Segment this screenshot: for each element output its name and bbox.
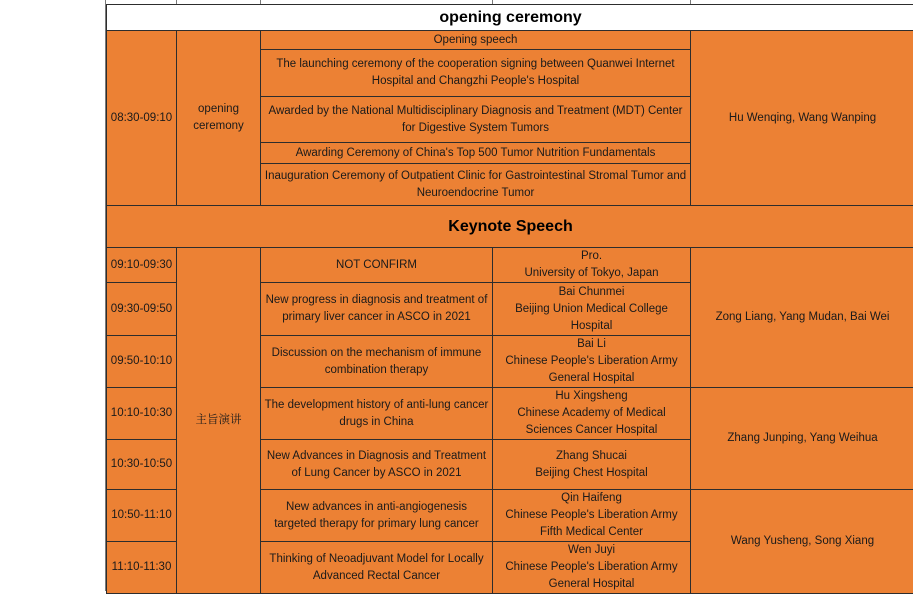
- keynote-chairs-cell[interactable]: Zhang Junping, Yang Weihua: [691, 388, 913, 490]
- keynote-speaker-cell[interactable]: [493, 440, 691, 490]
- opening-item-cell[interactable]: Awarding Ceremony of China's Top 500 Tumor Nutrition Fundamentals: [261, 143, 691, 164]
- opening-hosts-cell[interactable]: Hu Wenqing, Wang Wanping: [691, 31, 913, 206]
- keynote-time-cell[interactable]: 10:50-11:10: [107, 490, 177, 542]
- speaker-name: Wen Juyi: [496, 542, 687, 559]
- keynote-topic-cell[interactable]: New progress in diagnosis and treatment of primary liver cancer in ASCO in 2021: [261, 283, 493, 336]
- keynote-speaker-cell[interactable]: [493, 542, 691, 594]
- keynote-topic-cell[interactable]: Discussion on the mechanism of immune combination therapy: [261, 336, 493, 388]
- speaker-name: Bai Li: [496, 336, 687, 353]
- opening-section-title[interactable]: opening ceremony: [107, 5, 913, 31]
- keynote-time-cell[interactable]: 11:10-11:30: [107, 542, 177, 594]
- keynote-topic-cell[interactable]: The development history of anti-lung cancer drugs in China: [261, 388, 493, 440]
- keynote-section-title[interactable]: Keynote Speech: [107, 206, 913, 248]
- opening-item-cell[interactable]: Inauguration Ceremony of Outpatient Clinic for Gastrointestinal Stromal Tumor and Neuroendocrine Tumor: [261, 164, 691, 206]
- keynote-speaker-cell[interactable]: [493, 336, 691, 388]
- keynote-topic-cell[interactable]: New advances in anti-angiogenesis targeted therapy for primary lung cancer: [261, 490, 493, 542]
- keynote-time-cell[interactable]: 09:10-09:30: [107, 248, 177, 283]
- keynote-topic-cell[interactable]: New Advances in Diagnosis and Treatment of Lung Cancer by ASCO in 2021: [261, 440, 493, 490]
- opening-item-cell[interactable]: Awarded by the National Multidisciplinary Diagnosis and Treatment (MDT) Center for Digestive System Tumors: [261, 97, 691, 143]
- schedule-table: [106, 4, 913, 594]
- speaker-organization: Beijing Union Medical College Hospital: [496, 301, 687, 335]
- speaker-name: Bai Chunmei: [496, 284, 687, 301]
- keynote-time-cell[interactable]: 09:30-09:50: [107, 283, 177, 336]
- keynote-speaker-cell[interactable]: [493, 283, 691, 336]
- speaker-organization: Chinese People's Liberation Army Fifth Medical Center: [496, 507, 687, 541]
- keynote-topic-cell[interactable]: NOT CONFIRM: [261, 248, 493, 283]
- speaker-name: Hu Xingsheng: [496, 388, 687, 405]
- keynote-speaker-cell[interactable]: [493, 248, 691, 283]
- keynote-chairs-cell[interactable]: Wang Yusheng, Song Xiang: [691, 490, 913, 594]
- speaker-organization: Beijing Chest Hospital: [496, 465, 687, 482]
- keynote-time-cell[interactable]: 10:10-10:30: [107, 388, 177, 440]
- opening-item-cell[interactable]: Opening speech: [261, 31, 691, 50]
- keynote-topic-cell[interactable]: Thinking of Neoadjuvant Model for Locally Advanced Rectal Cancer: [261, 542, 493, 594]
- keynote-chairs-cell[interactable]: Zong Liang, Yang Mudan, Bai Wei: [691, 248, 913, 388]
- keynote-time-cell[interactable]: 10:30-10:50: [107, 440, 177, 490]
- speaker-organization: Chinese Academy of Medical Sciences Cancer Hospital: [496, 405, 687, 439]
- keynote-time-cell[interactable]: 09:50-10:10: [107, 336, 177, 388]
- speaker-name: Pro.: [496, 248, 687, 265]
- keynote-speaker-cell[interactable]: [493, 388, 691, 440]
- speaker-name: Zhang Shucai: [496, 448, 687, 465]
- keynote-session-cell[interactable]: 主旨演讲: [177, 248, 261, 594]
- speaker-organization: Chinese People's Liberation Army General Hospital: [496, 559, 687, 593]
- keynote-speaker-cell[interactable]: [493, 490, 691, 542]
- speaker-organization: Chinese People's Liberation Army General Hospital: [496, 353, 687, 387]
- opening-item-cell[interactable]: The launching ceremony of the cooperation signing between Quanwei Internet Hospital and Changzhi People's Hospital: [261, 50, 691, 97]
- opening-time-cell[interactable]: 08:30-09:10: [107, 31, 177, 206]
- speaker-name: Qin Haifeng: [496, 490, 687, 507]
- speaker-organization: University of Tokyo, Japan: [496, 265, 687, 282]
- opening-session-cell[interactable]: opening ceremony: [177, 31, 261, 206]
